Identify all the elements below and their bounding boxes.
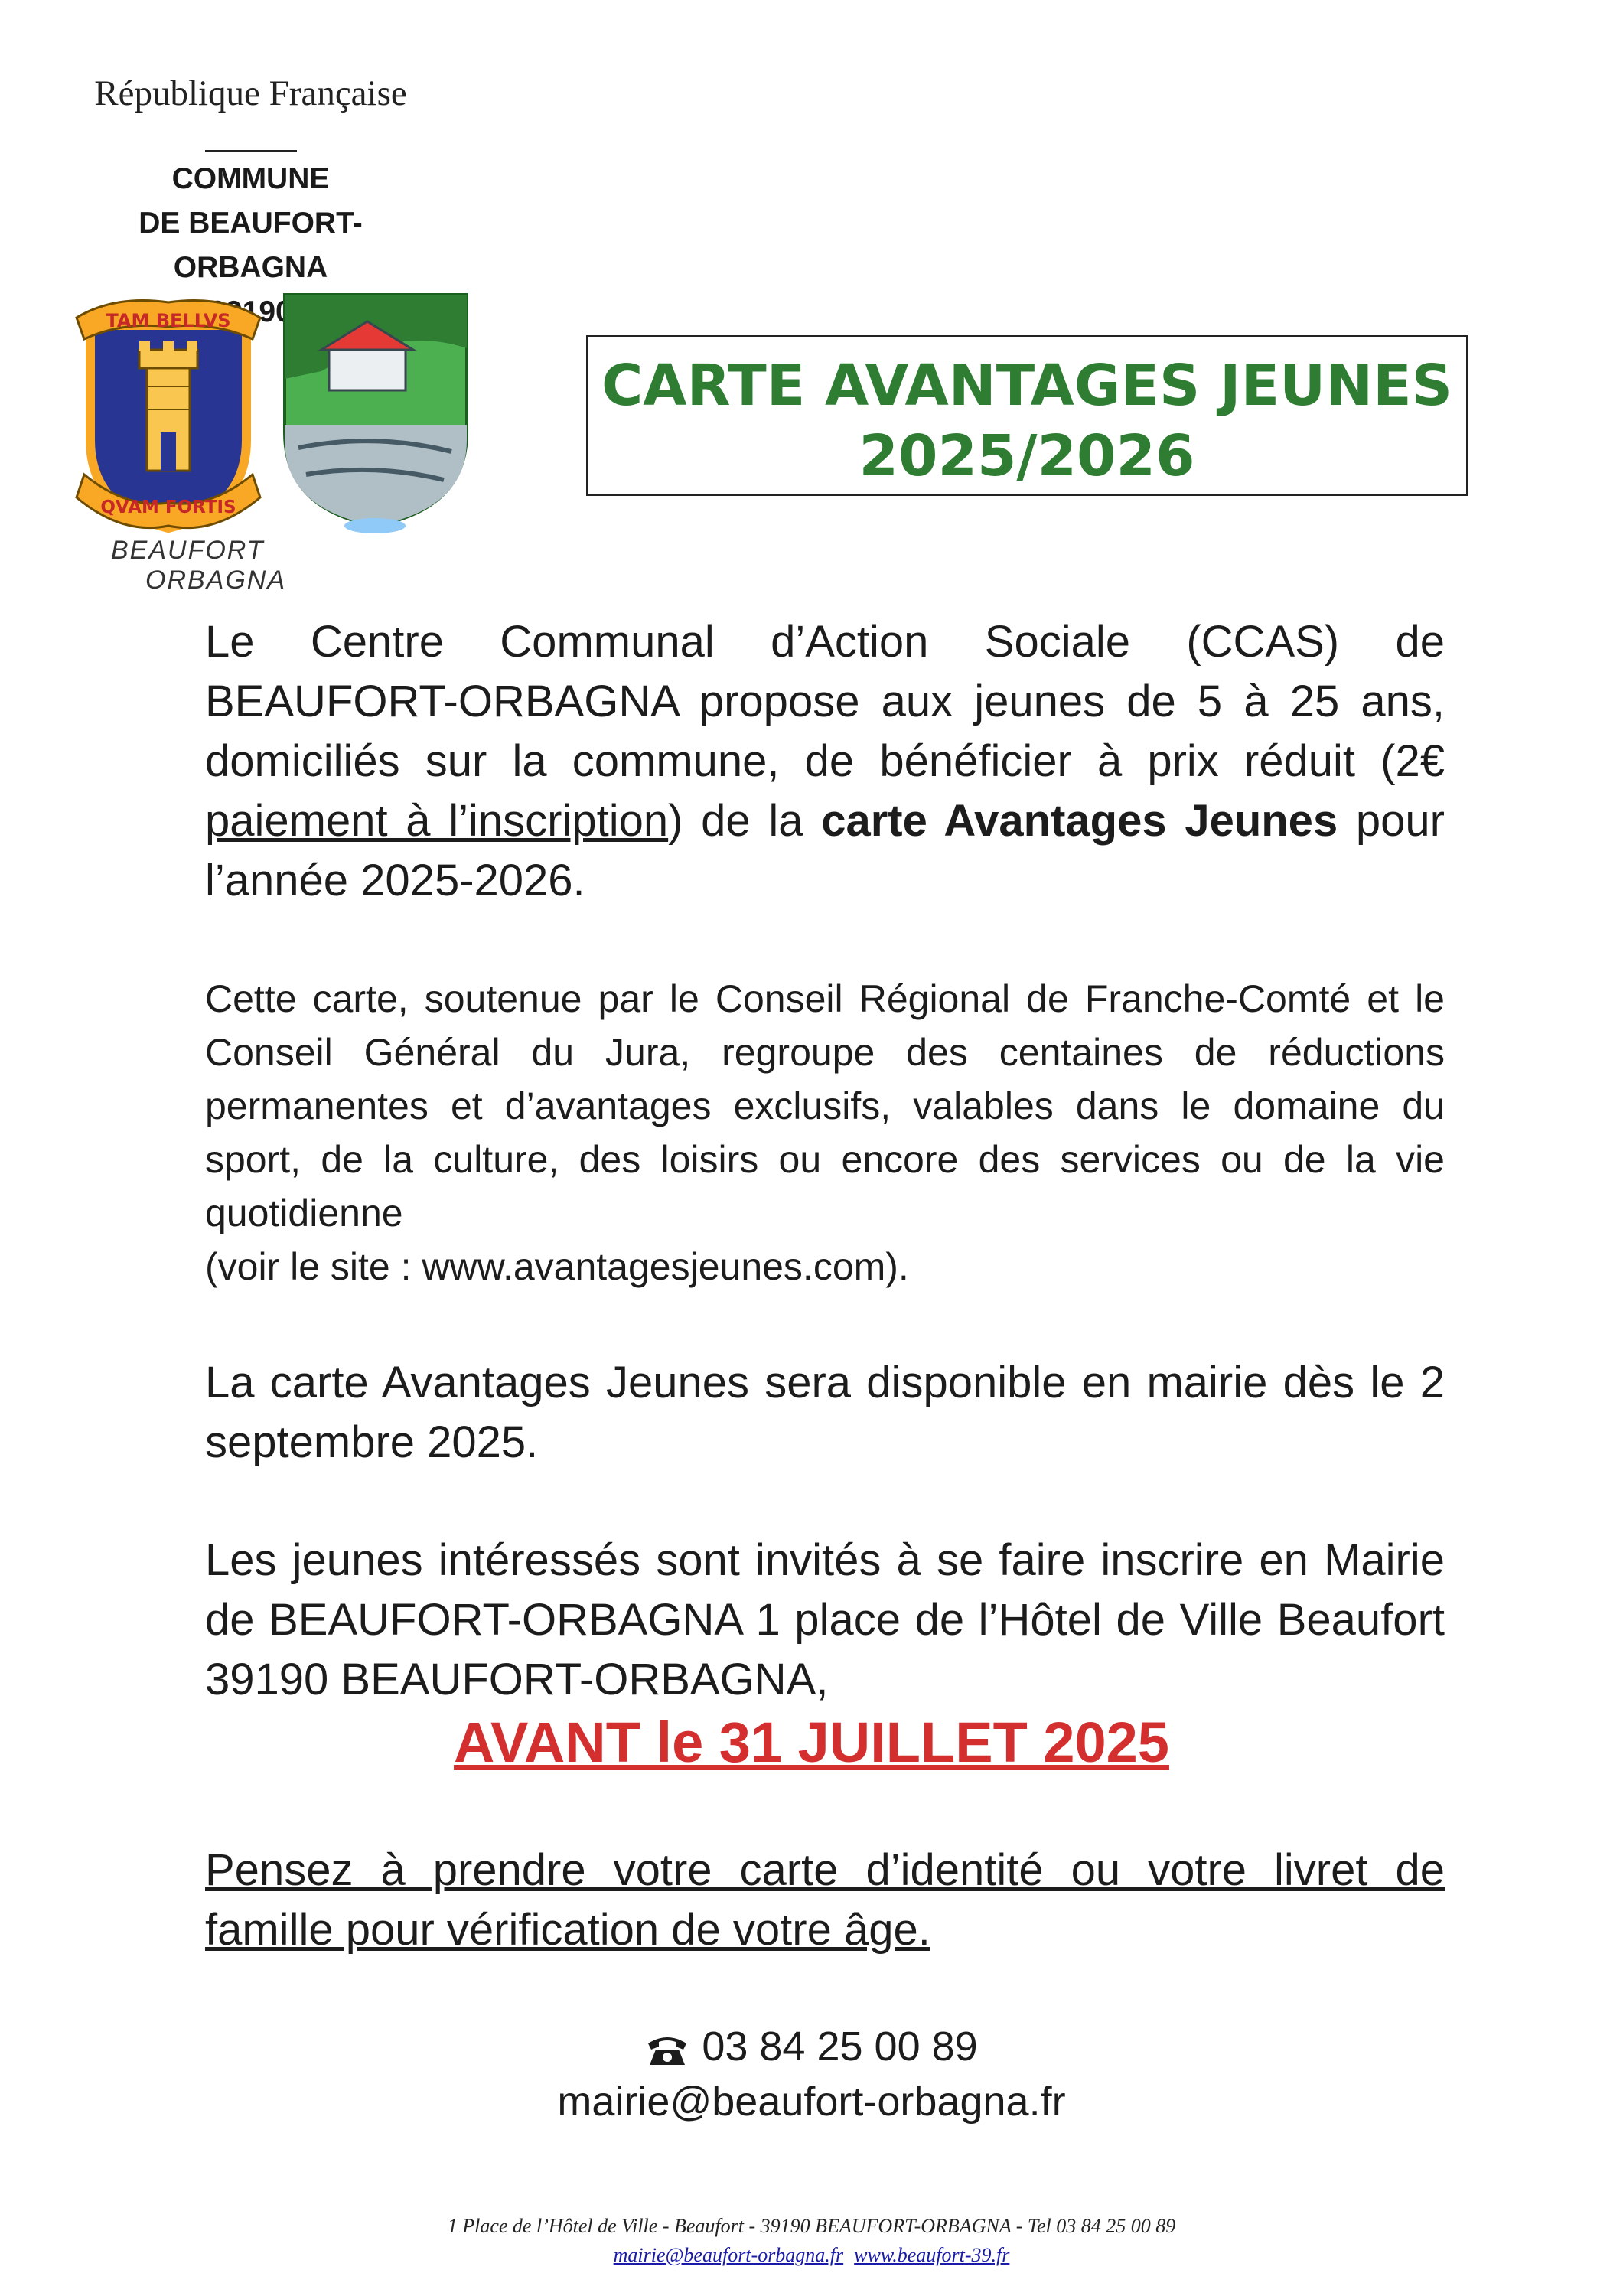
reminder-paragraph: Pensez à prendre votre carte d’identité ou votre livret de famille pour vérification de votre âge. [205, 1845, 1445, 1955]
footer-address: 1 Place de l’Hôtel de Ville - Beaufort - 39190 BEAUFORT-ORBAGNA - Tel 03 84 25 00 89 [447, 2215, 1176, 2237]
intro-paragraph [205, 612, 1445, 911]
deadline [0, 1710, 1623, 1775]
commune-line2: DE BEAUFORT-ORBAGNA [139, 207, 363, 284]
description-site: (voir le site : www.avantagesjeunes.com). [205, 1245, 909, 1288]
intro-text-b: ) de la [668, 796, 822, 846]
description-text: Cette carte, soutenue par le Conseil Régional de Franche-Comté et le Conseil Général du Jura, regroupe des centaines de réductions permanentes et d’avantages exclusifs, valables dans le domaine du sport, de la culture, des loisirs ou encore des services ou de la vie quotidienne [205, 977, 1445, 1234]
telephone-icon [645, 2033, 689, 2066]
contact-block [0, 2019, 1623, 2129]
label-beaufort: BEAUFORT [111, 536, 265, 565]
phone-number: 03 84 25 00 89 [702, 2024, 978, 2069]
intro-text-c: pour l’année 2025-2026. [205, 796, 1445, 905]
deadline-text: AVANT le 31 JUILLET 2025 [454, 1711, 1169, 1774]
coat-of-arms [69, 279, 482, 536]
footer-email-link[interactable]: mairie@beaufort-orbagna.fr [613, 2244, 844, 2266]
republique-francaise: République Française [94, 73, 407, 113]
orbagna-shield [285, 295, 467, 533]
footer-website-link[interactable]: www.beaufort-39.fr [854, 2244, 1010, 2266]
intro-underlined: paiement à l’inscription [205, 796, 669, 846]
registration-paragraph: Les jeunes intéressés sont invités à se faire inscrire en Mairie de BEAUFORT-ORBAGNA 1 place de l’Hôtel de Ville Beaufort 39190 BEAUFORT-ORBAGNA, [205, 1535, 1445, 1704]
contact-email[interactable]: mairie@beaufort-orbagna.fr [557, 2079, 1066, 2125]
label-orbagna: ORBAGNA [145, 566, 287, 595]
title-line2: 2025/2026 [859, 423, 1195, 489]
title-box [586, 335, 1468, 496]
commune-line1: COMMUNE [171, 162, 330, 195]
description-paragraph [205, 972, 1445, 1293]
footer-links [0, 2241, 1623, 2270]
phone-line [0, 2019, 1623, 2074]
motto-bottom: QVAM FORTIS [100, 497, 236, 517]
motto-top: TAM BELLVS [106, 310, 231, 331]
beaufort-shield [77, 301, 260, 529]
title-line1: CARTE AVANTAGES JEUNES [601, 353, 1453, 419]
header-divider [205, 150, 297, 152]
intro-bold: carte Avantages Jeunes [821, 796, 1338, 846]
coat-labels [111, 536, 432, 595]
intro-text-a: Le Centre Communal d’Action Sociale (CCAS) de BEAUFORT-ORBAGNA propose aux jeunes de 5 à 25 ans, domiciliés sur la commune, de bénéficier à prix réduit (2€ [205, 617, 1445, 786]
footer [0, 2212, 1623, 2270]
availability-paragraph: La carte Avantages Jeunes sera disponible en mairie dès le 2 septembre 2025. [205, 1358, 1445, 1467]
